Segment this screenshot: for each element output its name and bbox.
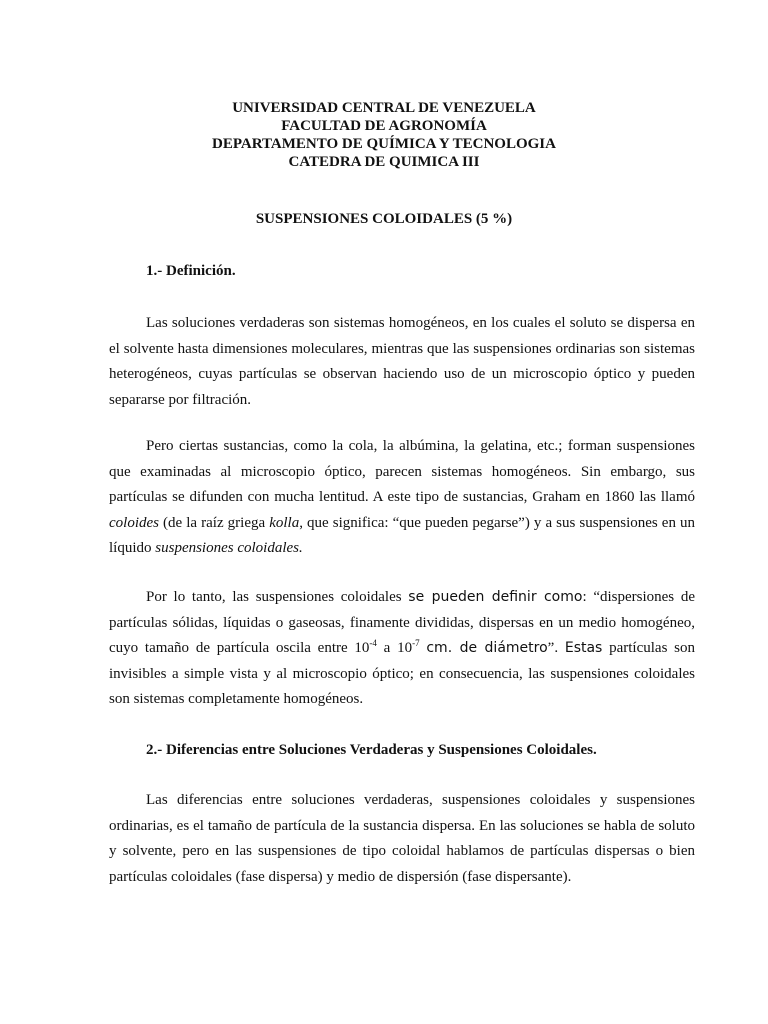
text-run: : “dispersiones de partículas sólidas, líquidas o gaseosas, finamente divididas, dispersas en un medio homogéneo, cuyo tamaño de partícula oscila entre 10 <box>109 589 695 656</box>
text-run: , que significa: “que pueden pegarse”) y a sus suspensiones en un líquido <box>109 514 696 556</box>
text-run: partículas son invisibles a simple vista y al microscopio óptico; en consecuencia, las suspensiones coloidales son sistemas completamente homogéneos. <box>109 640 696 707</box>
italic-term-coloides: coloides <box>109 514 159 531</box>
header-university: UNIVERSIDAD CENTRAL DE VENEZUELA <box>232 100 536 116</box>
text-run-sans: Estas <box>564 640 603 656</box>
text-run: Por lo tanto, las suspensiones coloidales <box>146 589 409 605</box>
paragraph-definicion-1: Las soluciones verdaderas son sistemas homogéneos, en los cuales el soluto se dispersa en el solvente hasta dimensiones moleculares, mientras que las suspensiones ordinarias son sistemas heterogéneos, cuyas partículas se observan haciendo uso de un microscopio óptico y pueden separarse por filtración. <box>109 315 695 408</box>
text-run-sans: cm. de diámetro <box>426 640 548 656</box>
paragraph-diferencias-1: Las diferencias entre soluciones verdaderas, suspensiones coloidales y suspensiones ordinarias, es el tamaño de partícula de la sustancia dispersa. En las soluciones se habla de soluto y solvente, pero en las suspensiones de tipo coloidal hablamos de partículas dispersas o bien partículas coloidales (fase dispersa) y medio de dispersión (fase dispersante). <box>109 792 695 885</box>
text-run: Pero ciertas sustancias, como la cola, la albúmina, la gelatina, etc.; forman suspensiones que examinadas al microscopio óptico, parecen sistemas homogéneos. Sin embargo, sus partículas se difunden con mucha lentitud. A este tipo de sustancias, Graham en 1860 las llamó <box>109 438 695 505</box>
header-faculty: FACULTAD DE AGRONOMÍA <box>281 118 487 134</box>
institution-header <box>0 99 768 171</box>
document-title: SUSPENSIONES COLOIDALES (5 %) <box>255 211 513 227</box>
header-department: DEPARTAMENTO DE QUÍMICA Y TECNOLOGIA <box>212 136 556 152</box>
italic-term-suspensiones-coloidales: suspensiones coloidales. <box>155 540 303 556</box>
section-heading-definicion: 1.- Definición. <box>146 263 236 279</box>
text-run: a 10 <box>376 640 413 656</box>
exponent: -7 <box>412 638 420 648</box>
text-run-sans: se pueden definir como <box>408 589 583 605</box>
paragraph-definicion-3 <box>109 585 695 713</box>
exponent: -4 <box>369 638 377 648</box>
italic-term-kolla: kolla <box>269 514 300 531</box>
paragraph-definicion-2 <box>109 434 695 562</box>
header-chair: CATEDRA DE QUIMICA III <box>288 154 480 170</box>
section-heading-diferencias: 2.- Diferencias entre Soluciones Verdaderas y Suspensiones Coloidales. <box>146 742 597 758</box>
text-run: (de la raíz griega <box>159 514 270 531</box>
text-run: ”. <box>547 640 565 656</box>
